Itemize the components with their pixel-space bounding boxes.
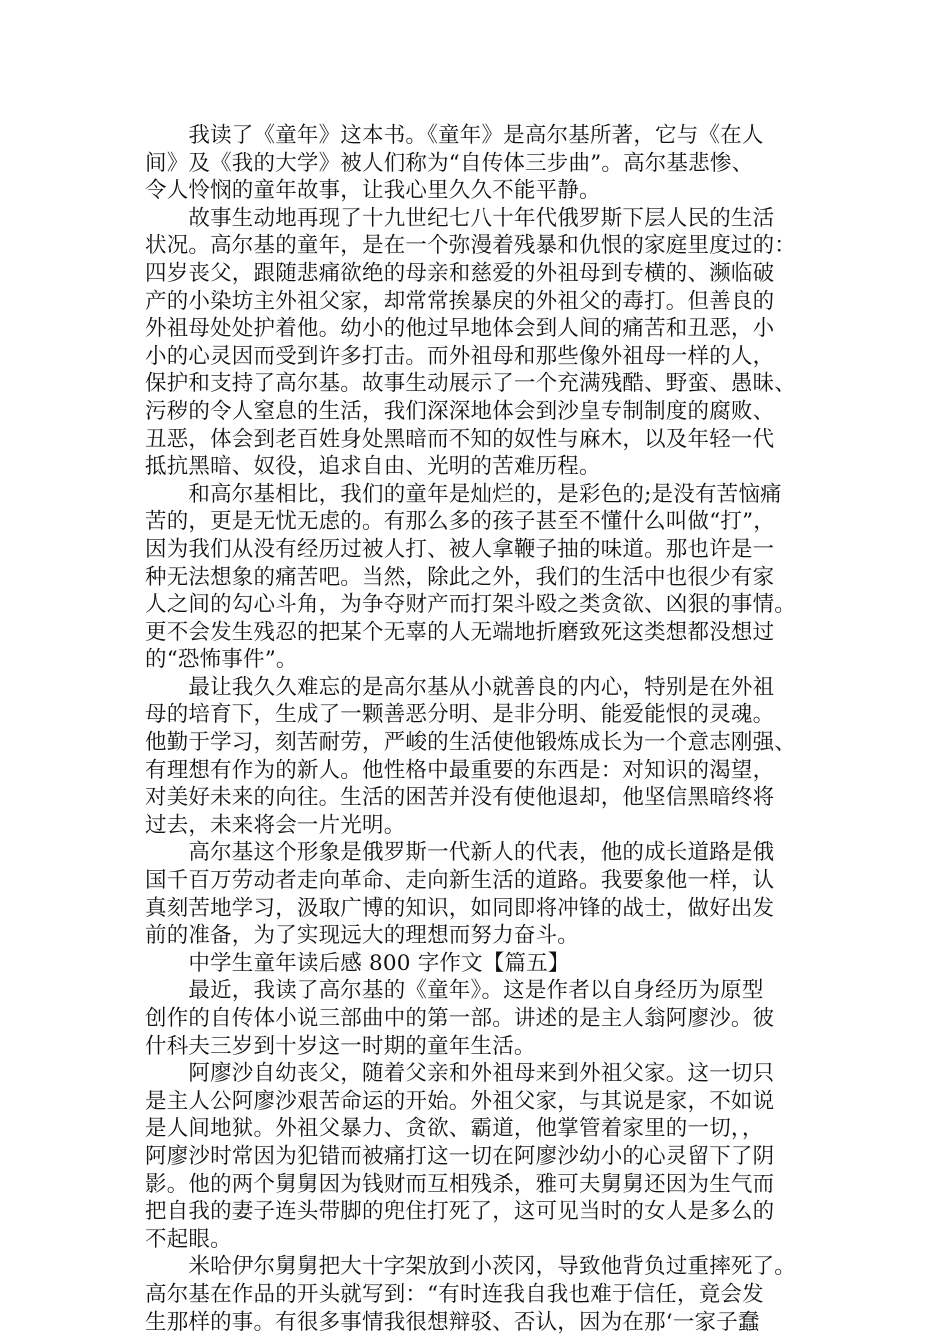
text-line: 令人怜悯的童年故事，让我心里久久不能平静。: [145, 178, 601, 204]
text-line: 种无法想象的痛苦吧。当然，除此之外，我们的生活中也很少有家: [145, 564, 775, 590]
text-line: 状况。高尔基的童年，是在一个弥漫着残暴和仇恨的家庭里度过的：: [145, 233, 797, 259]
text-line: 不起眼。: [145, 1226, 232, 1252]
text-line: 影。他的两个舅舅因为钱财而互相残杀，雅可夫舅舅还因为生气而: [145, 1171, 775, 1197]
text-line: 的“恐怖事件”。: [145, 647, 298, 673]
text-line: 四岁丧父，跟随悲痛欲绝的母亲和慈爱的外祖母到专横的、濒临破: [145, 260, 775, 286]
text-line: 前的准备，为了实现远大的理想而努力奋斗。: [145, 923, 580, 949]
text-line: 国千百万劳动者走向革命、走向新生活的道路。我要象他一样，认: [145, 868, 775, 894]
text-line: 有理想有作为的新人。他性格中最重要的东西是：对知识的渴望，: [145, 757, 775, 783]
text-line: 把自我的妻子连头带脚的兜住打死了，这可见当时的女人是多么的: [145, 1199, 775, 1225]
text-line: 高尔基在作品的开头就写到：“有时连我自我也难于信任，竟会发: [145, 1281, 764, 1307]
text-line: 生那样的事。有很多事情我很想辩驳、否认，因为在那‘一家子蠢: [145, 1309, 760, 1335]
text-line: 最近，我读了高尔基的《童年》。这是作者以自身经历为原型: [145, 978, 764, 1004]
text-line: 更不会发生残忍的把某个无辜的人无端地折磨致死这类想都没想过: [145, 619, 775, 645]
text-line: 过去，未来将会一片光明。: [145, 812, 406, 838]
text-line: 抵抗黑暗、奴役，追求自由、光明的苦难历程。: [145, 454, 601, 480]
text-line: 我读了《童年》这本书。《童年》是高尔基所著，它与《在人: [145, 123, 764, 148]
text-line: 是主人公阿廖沙艰苦命运的开始。外祖父家，与其说是家，不如说: [145, 1088, 775, 1114]
text-line: 真刻苦地学习，汲取广博的知识，如同即将冲锋的战士，做好出发: [145, 895, 775, 921]
text-line: 故事生动地再现了十九世纪七八十年代俄罗斯下层人民的生活: [145, 205, 775, 231]
document-page: [145, 122, 825, 1336]
text-line: 是人间地狱。外祖父暴力、贪欲、霸道，他掌管着家里的一切，，: [145, 1116, 764, 1142]
text-line: 对美好未来的向往。生活的困苦并没有使他退却，他坚信黑暗终将: [145, 785, 775, 811]
text-line: 间》及《我的大学》被人们称为“自传体三步曲”。高尔基悲惨、: [145, 150, 754, 176]
text-line: 因为我们从没有经历过被人打、被人拿鞭子抽的味道。那也许是一: [145, 536, 775, 562]
text-line: 阿廖沙时常因为犯错而被痛打这一切在阿廖沙幼小的心灵留下了阴: [145, 1143, 775, 1169]
text-line: 保护和支持了高尔基。故事生动展示了一个充满残酷、野蛮、愚昧、: [145, 371, 797, 397]
text-line: 创作的自传体小说三部曲中的第一部。讲述的是主人翁阿廖沙。彼: [145, 1006, 775, 1031]
text-line: 丑恶，体会到老百姓身处黑暗而不知的奴性与麻木，以及年轻一代: [145, 426, 775, 452]
text-line: 外祖母处处护着他。幼小的他过早地体会到人间的痛苦和丑恶，小: [145, 316, 775, 342]
text-line: 阿廖沙自幼丧父，随着父亲和外祖母来到外祖父家。这一切只: [145, 1061, 775, 1087]
text-line: 和高尔基相比，我们的童年是灿烂的，是彩色的;是没有苦恼痛: [145, 481, 782, 507]
text-line: 人之间的勾心斗角，为争夺财产而打架斗殴之类贪欲、凶狠的事情。: [145, 592, 797, 618]
text-line: 母的培育下，生成了一颗善恶分明、是非分明、能爱能恨的灵魂。: [145, 702, 775, 728]
text-line: 污秽的令人窒息的生活，我们深深地体会到沙皇专制制度的腐败、: [145, 398, 775, 424]
text-line: 什科夫三岁到十岁这一时期的童年生活。: [145, 1033, 536, 1059]
text-line: 米哈伊尔舅舅把大十字架放到小茨冈，导致他背负过重摔死了。: [145, 1254, 797, 1280]
text-line: 小的心灵因而受到许多打击。而外祖母和那些像外祖母一样的人，: [145, 343, 775, 369]
text-line: 最让我久久难忘的是高尔基从小就善良的内心，特别是在外祖: [145, 674, 775, 700]
text-line: 高尔基这个形象是俄罗斯一代新人的代表，他的成长道路是俄: [145, 840, 775, 866]
section-heading: 中学生童年读后感 800 字作文【篇五】: [145, 950, 570, 976]
text-line: 他勤于学习，刻苦耐劳，严峻的生活使他锻炼成长为一个意志刚强、: [145, 730, 797, 756]
text-line: 苦的，更是无忧无虑的。有那么多的孩子甚至不懂什么叫做“打”，: [145, 509, 775, 535]
text-line: 产的小染坊主外祖父家，却常常挨暴戾的外祖父的毒打。但善良的: [145, 288, 775, 314]
